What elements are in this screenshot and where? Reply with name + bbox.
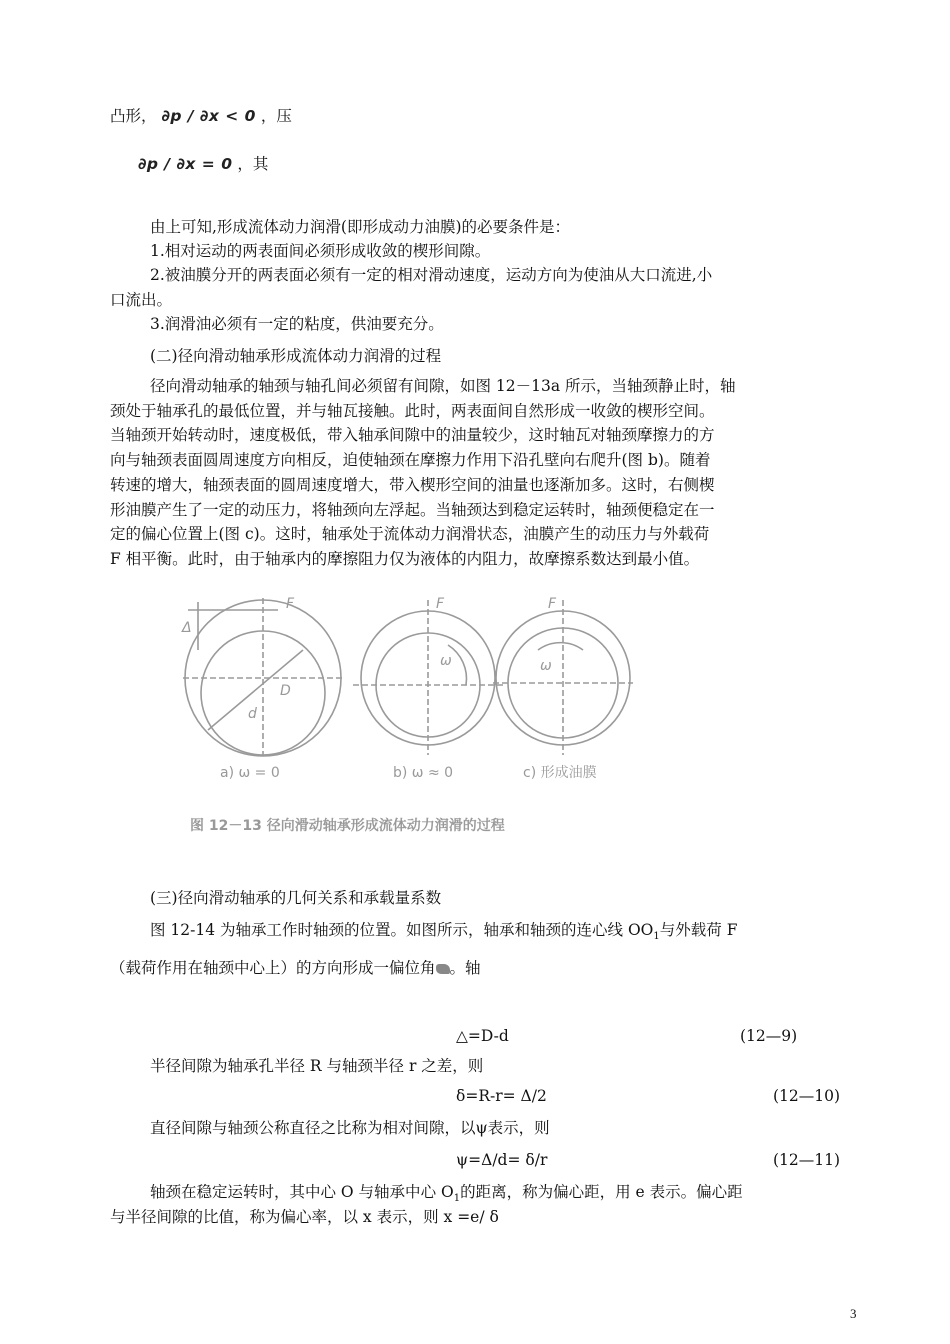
condition-item-1: 1.相对运动的两表面间必须形成收敛的楔形间隙。 <box>150 242 491 260</box>
text: （载荷作用在轴颈中心上）的方向形成一偏位角 <box>110 959 436 977</box>
text: ，压 <box>260 107 292 125</box>
clearance-label: Δ <box>182 620 192 636</box>
text: 图 12-14 为轴承工作时轴颈的位置。如图所示，轴承和轴颈的连心线 OO <box>150 921 654 939</box>
figure-b-diagram <box>353 600 503 755</box>
force-label-c: F <box>548 596 557 612</box>
text: 轴颈在稳定运转时，其中心 O 与轴承中心 O <box>150 1183 454 1201</box>
section-2-para-line: 定的偏心位置上(图 c)。这时，轴承处于流体动力润滑状态，油膜产生的动压力与外载荷 <box>110 525 710 543</box>
force-label-b: F <box>436 596 445 612</box>
equation-number-12-9: (12—9) <box>740 1027 798 1045</box>
journal-diameter-label: d <box>248 706 257 722</box>
relative-clearance-text: 直径间隙与轴颈公称直径之比称为相对间隙，以ψ表示，则 <box>150 1119 550 1137</box>
omega-label-b: ω <box>440 653 452 669</box>
section-2-heading: (二)径向滑动轴承形成流体动力润滑的过程 <box>150 347 442 365</box>
section-2-para-line: 向与轴颈表面圆周速度方向相反，迫使轴颈在摩擦力作用下沿孔壁向右爬升(图 b)。随着 <box>110 451 711 469</box>
section-2-para-line: 颈处于轴承孔的最低位置，并与轴瓦接触。此时，两表面间自然形成一收敛的楔形空间。 <box>110 402 715 420</box>
figure-label-c: c) 形成油膜 <box>523 765 597 781</box>
subscript: 1 <box>653 931 660 943</box>
subscript: 1 <box>453 1193 461 1205</box>
conditions-intro: 由上可知,形成流体动力润滑(即形成动力油膜)的必要条件是： <box>150 218 571 236</box>
figure-c-diagram <box>493 600 633 755</box>
text: ，其 <box>237 155 269 173</box>
condition-item-2b: 口流出。 <box>110 291 173 309</box>
bearing-diameter-label: D <box>280 683 291 699</box>
section-2-para-line: F 相平衡。此时，由于轴承内的摩擦阻力仅为液体的内阻力，故摩擦系数达到最小值。 <box>110 550 700 568</box>
condition-item-2a: 2.被油膜分开的两表面必须有一定的相对滑动速度，运动方向为使油从大口流进,小 <box>150 266 713 284</box>
figure-label-a: a) ω = 0 <box>220 765 280 781</box>
section-2-para-line: 转速的增大，轴颈表面的圆周速度增大，带入楔形空间的油量也逐渐加多。这时，右侧楔 <box>110 476 715 494</box>
eccentricity-text-2: 与半径间隙的比值，称为偏心率，以 x 表示，则 x =e/ δ <box>110 1208 499 1226</box>
equation-number-12-10: (12—10) <box>773 1087 841 1105</box>
section-3-para-2 <box>110 956 481 980</box>
equation-12-11: ψ=Δ/d= δ/r <box>456 1151 548 1169</box>
top-line-2 <box>138 152 268 176</box>
bearing-lubrication-figure <box>178 590 648 840</box>
top-line-1 <box>110 104 292 128</box>
text: 的距离，称为偏心距，用 e 表示。偏心距 <box>460 1183 743 1201</box>
text: 与外载荷 F <box>659 921 738 939</box>
text: 凸形， <box>110 107 157 125</box>
figure-caption: 图 12－13 径向滑动轴承形成流体动力润滑的过程 <box>190 818 505 834</box>
section-3-para-1 <box>150 918 737 949</box>
equation-12-10: δ=R-r= Δ/2 <box>456 1087 547 1105</box>
figure-label-b: b) ω ≈ 0 <box>393 765 454 781</box>
section-3-heading: (三)径向滑动轴承的几何关系和承载量系数 <box>150 889 442 907</box>
equation-12-9: △=D-d <box>456 1027 509 1045</box>
pressure-gradient-zero: ∂p / ∂x = 0 <box>138 155 233 173</box>
omega-label-c: ω <box>540 658 552 674</box>
figure-a-diagram <box>183 598 343 756</box>
radius-clearance-text: 半径间隙为轴承孔半径 R 与轴颈半径 r 之差，则 <box>150 1057 484 1075</box>
section-2-para-line: 形油膜产生了一定的动压力，将轴颈向左浮起。当轴颈达到稳定运转时，轴颈便稳定在一 <box>110 501 715 519</box>
force-label-a: F <box>286 596 295 612</box>
pressure-gradient-negative: ∂p / ∂x < 0 <box>161 107 256 125</box>
condition-item-3: 3.润滑油必须有一定的粘度，供油要充分。 <box>150 315 444 333</box>
deviation-angle-icon <box>436 964 450 974</box>
section-2-para-line: 当轴颈开始转动时，速度极低，带入轴承间隙中的油量较少，这时轴瓦对轴颈摩擦力的方 <box>110 426 715 444</box>
equation-number-12-11: (12—11) <box>773 1151 841 1169</box>
text: 。轴 <box>449 959 481 977</box>
section-2-para-line: 径向滑动轴承的轴颈与轴孔间必须留有间隙，如图 12－13a 所示，当轴颈静止时，轴 <box>150 377 736 395</box>
page-number: 3 <box>850 1306 857 1321</box>
